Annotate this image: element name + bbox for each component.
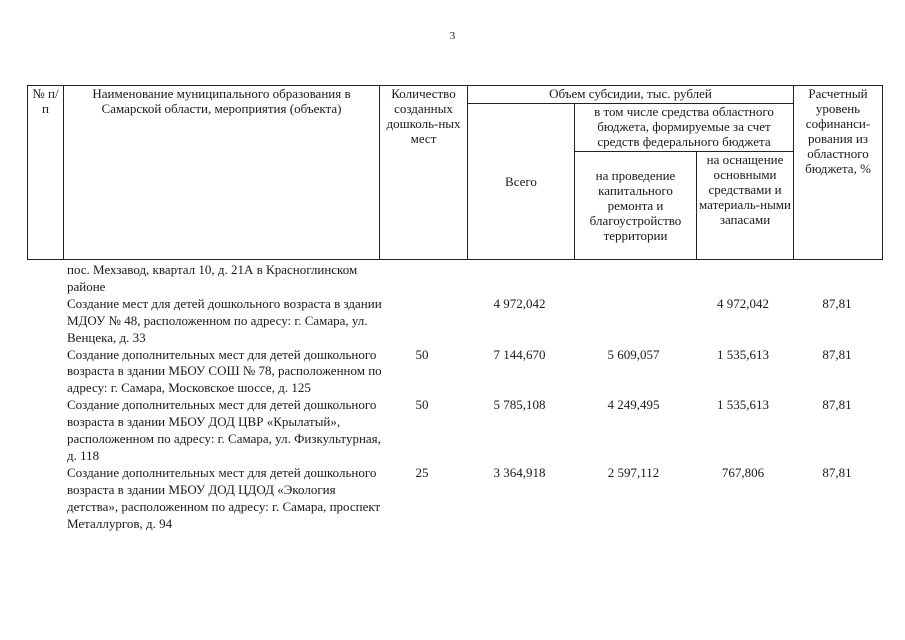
row-name: Создание дополнительных мест для детей дошкольного возраста в здании МБОУ ДОД ЦВР «Крылатый», расположенном по адресу: г. Самара, ул. Физкультурная, д. 118: [67, 397, 381, 463]
header-equipment: на оснащение основными средствами и материаль-ными запасами: [697, 152, 794, 260]
row-name: Создание мест для детей дошкольного возраста в здании МДОУ № 48, расположенном по адресу: г. Самара, ул. Венцека, д. 33: [67, 295, 382, 345]
table-row: [27, 465, 882, 533]
row-capital: 2 597,112: [607, 464, 660, 480]
row-total: 5 785,108: [493, 397, 546, 413]
row-qty: 50: [415, 346, 429, 362]
row-equipment: 4 972,042: [717, 295, 769, 311]
header-federal: в том числе средства областного бюджета, формируемые за счет средств федерального бюджета: [575, 104, 794, 152]
header-rate: Расчетный уровень софинанси-рования из областного бюджета, %: [794, 86, 883, 260]
header-num: № п/п: [28, 86, 64, 260]
row-total: 7 144,670: [493, 346, 546, 362]
table-header: [27, 85, 883, 260]
row-equipment: 1 535,613: [717, 346, 769, 362]
header-name: Наименование муниципального образования в Самарской области, мероприятия (объекта): [64, 86, 380, 260]
table-body: [27, 262, 882, 533]
table-row: [27, 262, 882, 296]
table-row: [27, 296, 882, 347]
header-capital: на проведение капитального ремонта и благоустройство территории: [575, 152, 697, 260]
row-rate: 87,81: [822, 464, 852, 480]
row-total: 4 972,042: [493, 295, 546, 311]
row-rate: 87,81: [822, 346, 852, 362]
row-rate: 87,81: [822, 397, 852, 413]
row-equipment: 767,806: [721, 464, 765, 480]
row-capital: 4 249,495: [607, 397, 660, 413]
table-row: [27, 347, 882, 398]
row-capital: 5 609,057: [607, 346, 660, 362]
header-total: Всего: [468, 104, 575, 260]
row-qty: 25: [415, 464, 429, 480]
page-number: 3: [449, 30, 456, 42]
header-qty: Количество созданных дошколь-ных мест: [380, 86, 468, 260]
row-name: Создание дополнительных мест для детей дошкольного возраста в здании МБОУ ДОД ЦДОД «Экология детства», расположенном по адресу: г. Самара, проспект Металлургов, д. 94: [67, 464, 381, 531]
row-equipment: 1 535,613: [717, 397, 769, 413]
row-qty: 50: [415, 397, 429, 413]
table-row: [27, 397, 882, 465]
row-rate: 87,81: [822, 295, 852, 311]
row-name: Создание дополнительных мест для детей дошкольного возраста в здании МБОУ СОШ № 78, расположенном по адресу: г. Самара, Московское шоссе, д. 125: [67, 346, 382, 396]
row-name: пос. Мехзавод, квартал 10, д. 21А в Красноглинском районе: [67, 262, 358, 294]
row-total: 3 364,918: [493, 464, 546, 480]
header-subsidy: Объем субсидии, тыс. рублей: [468, 86, 794, 104]
